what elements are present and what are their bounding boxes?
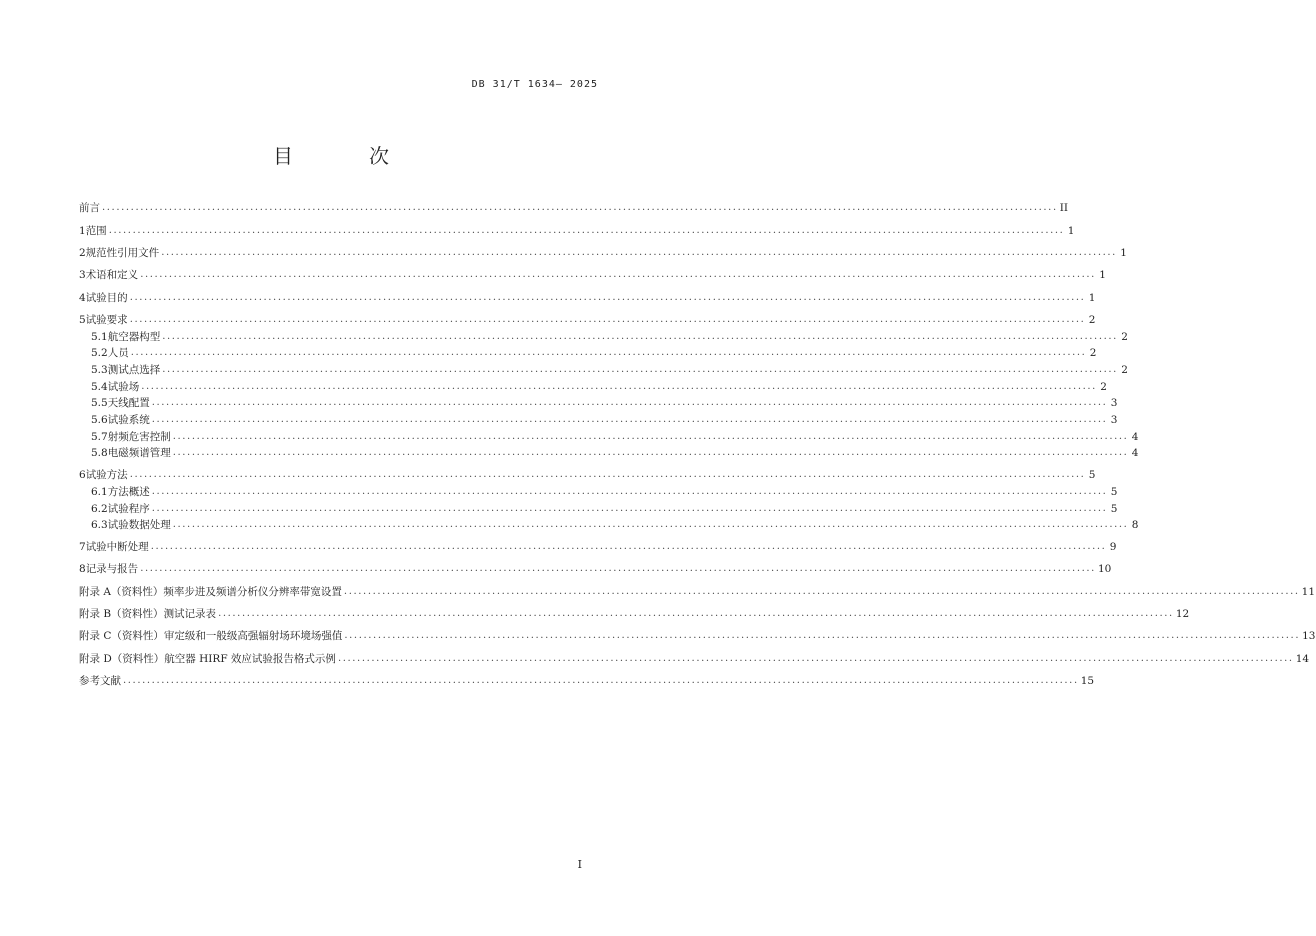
toc-entry-label: 试验中断处理 [85,541,149,553]
toc-entry-number: 附录 B（资料性） [79,608,164,620]
toc-entry-page: 9 [1109,541,1117,553]
toc-entry-page: 4 [1131,431,1139,443]
toc-leader-dots: ........................................................................................................................................................................................................ [129,314,1086,325]
toc-leader-dots: ........................................................................................................................................................................................................ [151,397,1108,408]
toc-entry-label: 试验要求 [85,314,128,326]
toc-leader-dots: ........................................................................................................................................................................................................ [344,630,1301,641]
toc-entry-page: 5 [1110,486,1118,498]
toc-leader-dots: ........................................................................................................................................................................................................ [108,225,1065,236]
toc-leader-dots: ........................................................................................................................................................................................................ [141,381,1097,392]
toc-leader-dots: ........................................................................................................................................................................................................ [151,486,1108,497]
toc-entry-label: 参考文献 [79,675,121,687]
toc-entry[interactable] [91,502,1118,516]
toc-entry[interactable] [79,268,1106,282]
toc-entry-label: 范围 [85,225,107,237]
toc-entry[interactable] [79,540,1117,554]
toc-entry-number: 5.4 [91,381,108,393]
toc-entry-page: 2 [1100,381,1107,393]
toc-entry-label: 人员 [107,347,129,359]
toc-entry-number: 6.2 [91,503,108,515]
toc-entry-page: 13 [1302,630,1316,642]
toc-entry-page: 1 [1120,247,1127,259]
toc-entry[interactable] [91,413,1118,427]
page-number: I [577,858,582,871]
toc-entry-page: 2 [1088,314,1096,326]
toc-entry[interactable] [79,652,1310,666]
toc-entry[interactable] [79,629,1316,643]
toc-entry[interactable] [91,346,1097,360]
toc-entry-number: 4 [79,292,86,304]
toc-entry-number: 5.7 [91,431,108,443]
toc-leader-dots: ........................................................................................................................................................................................................ [102,202,1058,213]
toc-entry-label: 频率步进及频谱分析仪分辨率带宽设置 [163,586,342,598]
toc-leader-dots: ........................................................................................................................................................................................................ [123,675,1079,686]
toc-entry-label: 试验目的 [85,292,128,304]
toc-entry-label: 测试点选择 [107,364,161,376]
toc-entry[interactable] [79,562,1112,576]
toc-entry-page: II [1059,202,1069,214]
toc-entry-number: 1 [79,225,86,237]
toc-entry[interactable] [79,468,1096,482]
toc-entry-label: 航空器 HIRF 效应试验报告格式示例 [164,653,336,665]
toc-entry-page: 5 [1088,469,1096,481]
toc-entry-number: 6 [79,469,86,481]
toc-entry-label: 试验系统 [107,414,150,426]
toc-leader-dots: ........................................................................................................................................................................................................ [161,247,1117,258]
toc-entry-label: 规范性引用文件 [85,247,160,259]
toc-entry[interactable] [91,446,1139,460]
toc-entry-label: 测试记录表 [163,608,217,620]
toc-leader-dots: ........................................................................................................................................................................................................ [129,292,1086,303]
page-title: 目 次 [273,144,417,168]
toc-entry-page: 15 [1080,675,1095,687]
toc-entry[interactable] [91,380,1107,394]
toc-entry-page: 12 [1175,608,1190,620]
toc-leader-dots: ........................................................................................................................................................................................................ [151,414,1108,425]
toc-entry[interactable] [79,674,1095,688]
toc-entry-page: 14 [1295,653,1310,665]
toc-entry[interactable] [91,430,1139,444]
toc-entry-number: 3 [79,269,86,281]
toc-entry-page: 2 [1089,347,1097,359]
toc-entry-number: 5 [79,314,86,326]
toc-entry[interactable] [91,485,1118,499]
toc-entry-page: 3 [1110,414,1118,426]
toc-entry[interactable] [91,363,1128,377]
toc-entry-page: 8 [1131,519,1139,531]
toc-entry-number: 附录 A（资料性） [79,586,164,598]
toc-entry-label: 试验数据处理 [107,519,171,531]
toc-leader-dots: ........................................................................................................................................................................................................ [218,608,1174,619]
toc-entry-page: 4 [1131,447,1139,459]
toc-entry-number: 8 [79,563,86,575]
toc-entry-label: 射频危害控制 [107,431,171,443]
toc-leader-dots: ........................................................................................................................................................................................................ [150,541,1107,552]
toc-entry-number: 5.6 [91,414,108,426]
toc-entry-label: 试验场 [107,381,140,393]
toc-entry-number: 5.5 [91,397,108,409]
toc-entry[interactable] [79,246,1127,260]
toc-entry-page: 2 [1121,364,1128,376]
toc-leader-dots: ........................................................................................................................................................................................................ [343,586,1300,597]
toc-entry[interactable] [91,396,1118,410]
toc-leader-dots: ........................................................................................................................................................................................................ [151,503,1108,514]
toc-entry-number: 7 [79,541,86,553]
toc-leader-dots: ........................................................................................................................................................................................................ [337,653,1294,664]
toc-entry-number: 5.8 [91,447,108,459]
toc-entry[interactable] [79,585,1316,599]
toc-entry-label: 审定级和一般级高强辐射场环境场强值 [163,630,343,642]
toc-leader-dots: ........................................................................................................................................................................................................ [172,431,1129,442]
toc-leader-dots: ........................................................................................................................................................................................................ [140,563,1096,574]
toc-entry-label: 术语和定义 [85,269,139,281]
toc-entry-number: 2 [79,247,86,259]
toc-entry-number: 5.2 [91,347,108,359]
toc-entry-page: 1 [1067,225,1075,237]
toc-entry-page: 1 [1099,269,1106,281]
toc-entry-page: 3 [1110,397,1118,409]
toc-entry[interactable] [79,201,1069,215]
toc-entry-number: 6.1 [91,486,108,498]
toc-entry-page: 10 [1097,563,1112,575]
toc-entry-number: 6.3 [91,519,108,531]
toc-entry-label: 记录与报告 [85,563,139,575]
toc-leader-dots: ........................................................................................................................................................................................................ [162,331,1118,342]
toc-entry[interactable] [91,518,1139,532]
toc-leader-dots: ........................................................................................................................................................................................................ [140,269,1096,280]
toc-entry-page: 5 [1110,503,1118,515]
toc-leader-dots: ........................................................................................................................................................................................................ [172,447,1129,458]
toc-entry-number: 5.1 [91,331,108,343]
toc-entry-label: 电磁频谱管理 [107,447,171,459]
toc-entry-label: 试验程序 [107,503,150,515]
toc-entry-page: 2 [1121,331,1128,343]
toc-entry[interactable] [79,313,1096,327]
toc-entry[interactable] [91,330,1128,344]
document-code: DB 31/T 1634— 2025 [471,79,598,90]
toc-entry[interactable] [79,291,1096,305]
toc-entry[interactable] [79,224,1075,238]
toc-entry-label: 方法概述 [107,486,150,498]
toc-entry-page: 1 [1088,292,1096,304]
toc-entry-number: 附录 C（资料性） [79,630,164,642]
toc-entry-label: 前言 [79,202,100,214]
toc-entry-page: 11 [1301,586,1316,598]
toc-entry[interactable] [79,607,1190,621]
toc-entry-label: 航空器构型 [107,331,161,343]
toc-leader-dots: ........................................................................................................................................................................................................ [129,469,1086,480]
toc-entry-number: 附录 D（资料性） [79,653,165,665]
toc-leader-dots: ........................................................................................................................................................................................................ [162,364,1118,375]
toc-entry-label: 天线配置 [107,397,150,409]
toc-entry-label: 试验方法 [85,469,128,481]
toc-leader-dots: ........................................................................................................................................................................................................ [130,347,1087,358]
toc-leader-dots: ........................................................................................................................................................................................................ [172,519,1129,530]
toc-entry-number: 5.3 [91,364,108,376]
